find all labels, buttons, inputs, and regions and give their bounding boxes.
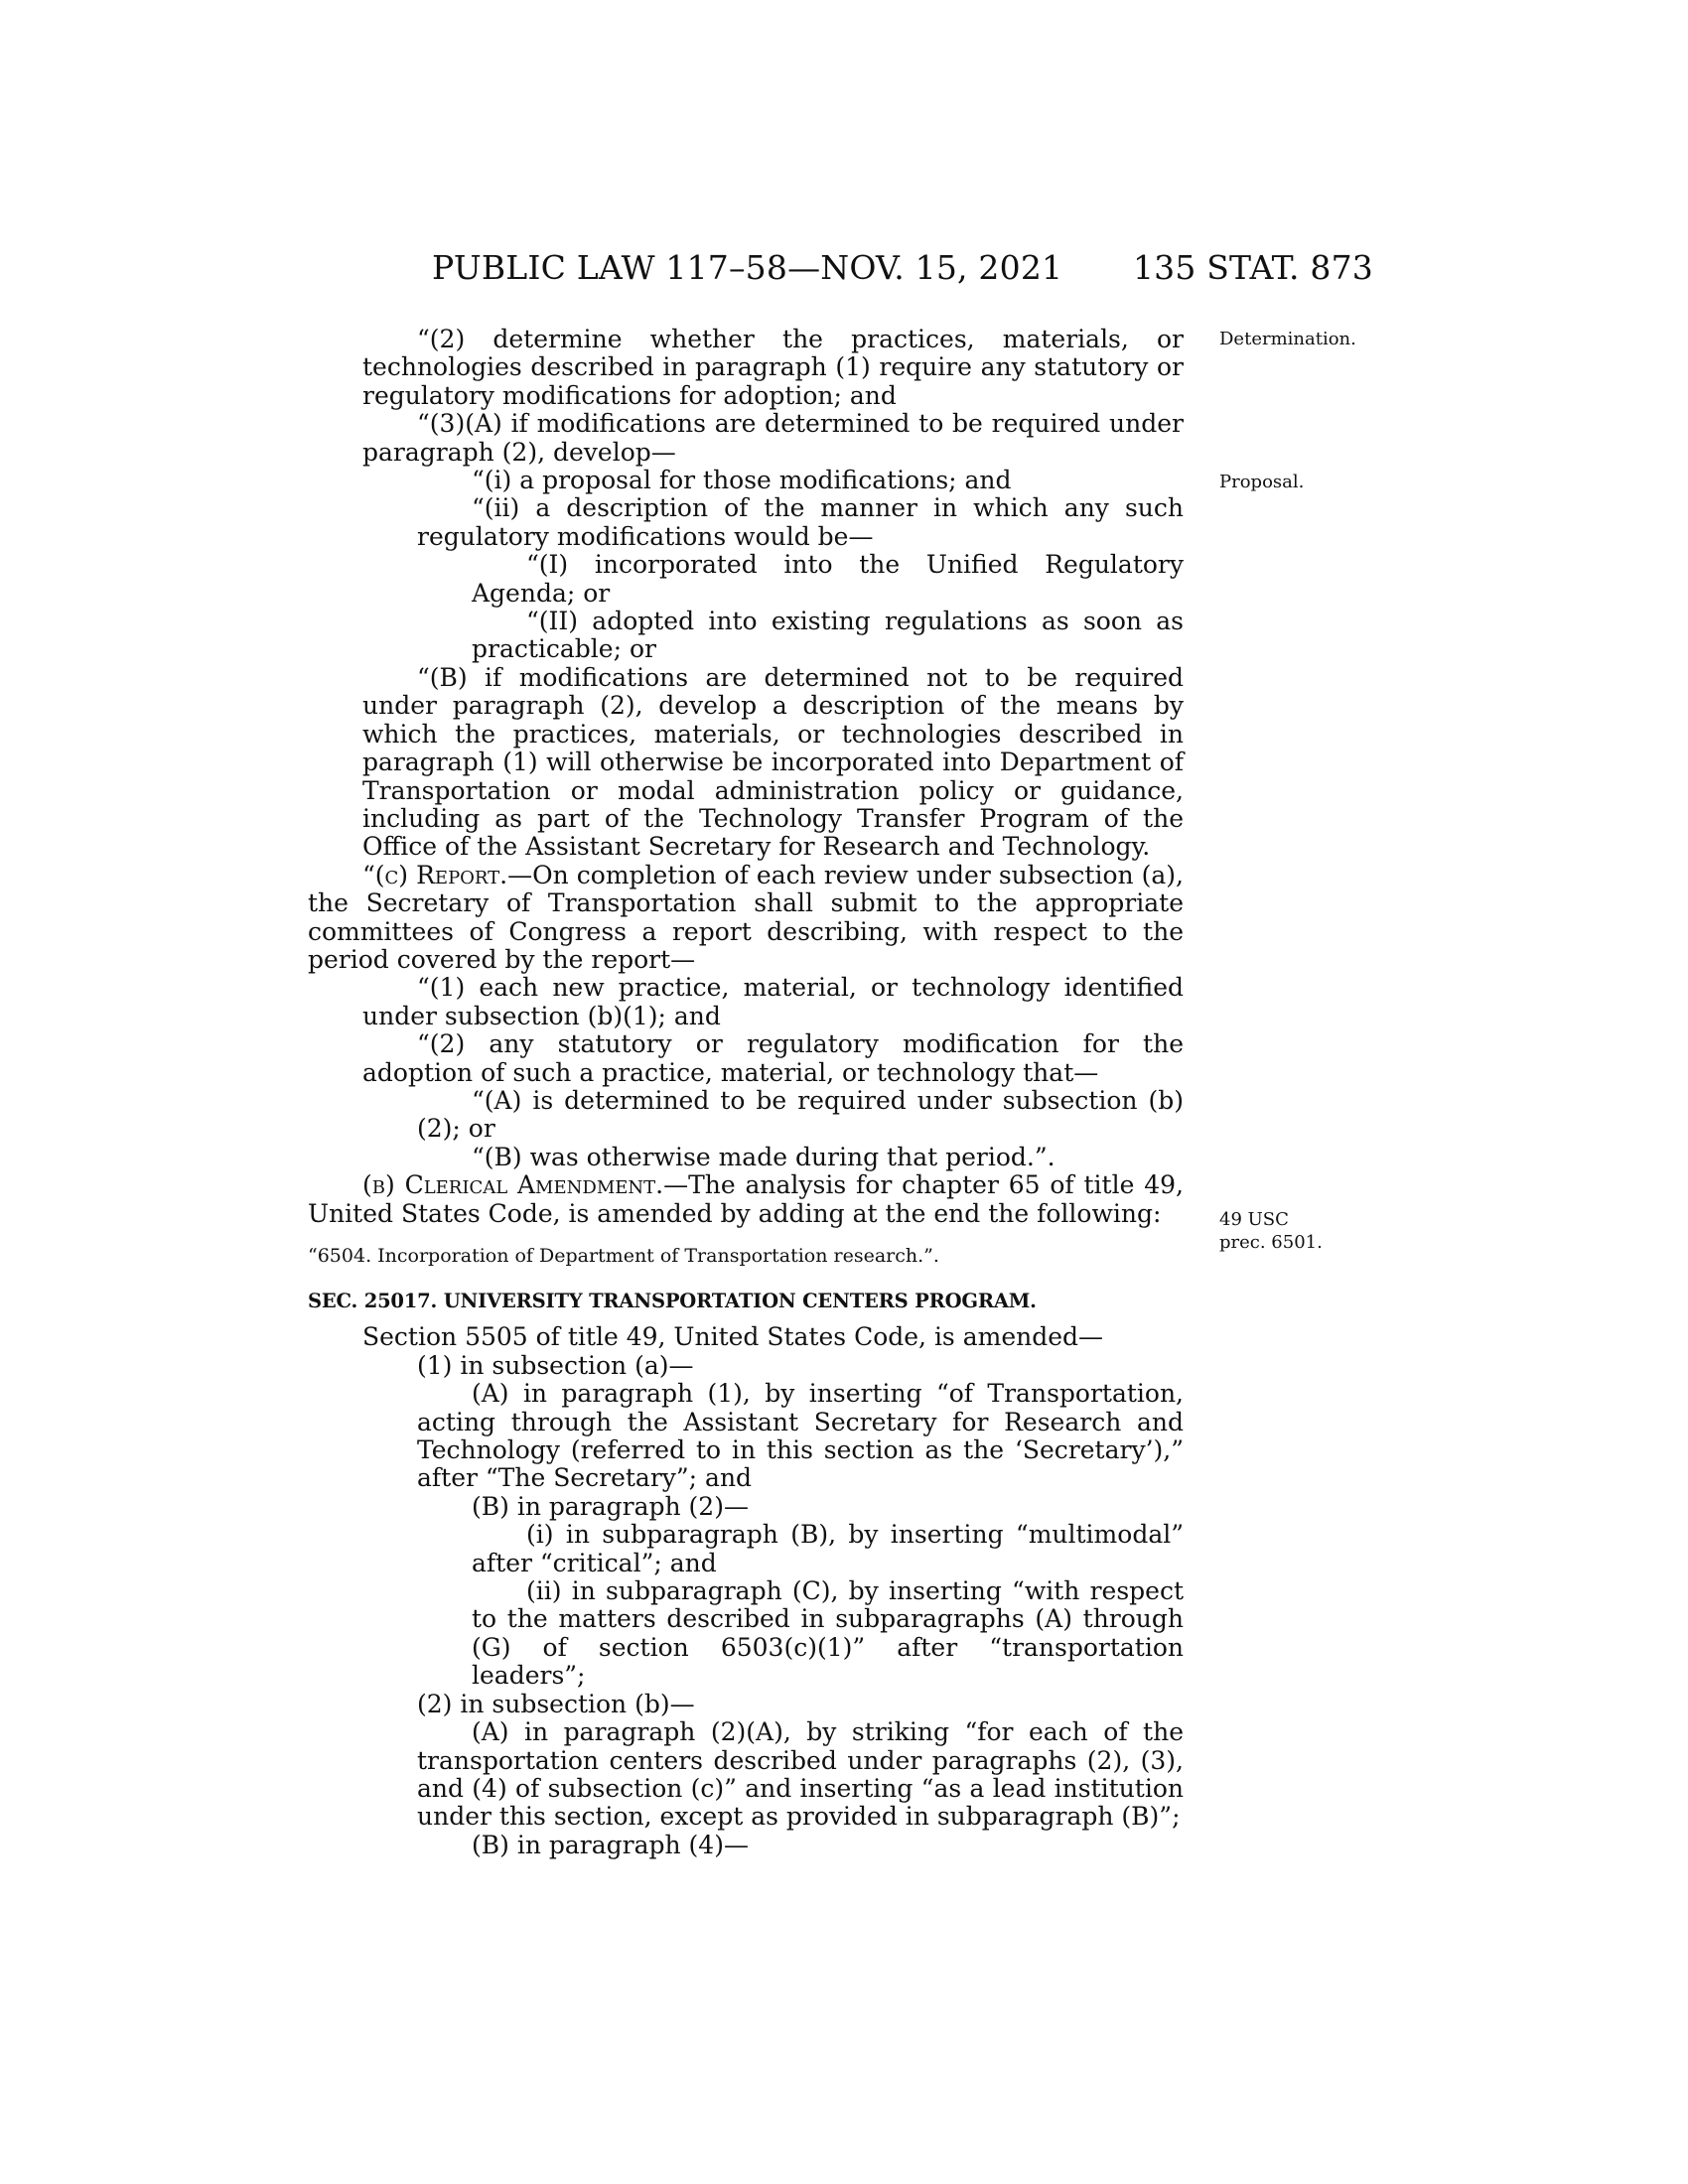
amendment-1a: (A) in paragraph (1), by inserting “of Transportation, acting through the Assistant Secretary for Research and Technology (referred to in this section as the ‘Secretary’),” after “The Secretary”; and (417, 1379, 1184, 1493)
clause-b3a-i: “(i) a proposal for those modifications; and (472, 466, 1012, 495)
amendment-2: (2) in subsection (b)— (417, 1689, 695, 1718)
paragraph-b2: “(2) determine whether the practices, materials, or technologies described in paragraph (1) require any statutory or regulatory modifications for adoption; and (362, 325, 1184, 410)
subparagraph-c2a: “(A) is determined to be required under subsection (b)(2); or (417, 1085, 1184, 1144)
amendment-1b: (B) in paragraph (2)— (472, 1491, 749, 1521)
margin-note-usc-line2: prec. 6501. (1219, 1232, 1323, 1253)
clerical-amendment-heading: (b) Clerical Amendment. (362, 1170, 664, 1200)
clause-b3a-ii: “(ii) a description of the manner in which any such regulatory modifications would be— (417, 493, 1184, 551)
running-header-title: PUBLIC LAW 117–58—NOV. 15, 2021 (432, 248, 1063, 287)
clerical-amendment-text: —The analysis for chapter 65 of title 49, United States Code, is amended by adding at the end the following: (308, 1170, 1184, 1228)
amendment-2a: (A) in paragraph (2)(A), by striking “for each of the transportation centers described under paragraphs (2), (3), and (4) of subsection (c)” and inserting “as a lead institution under this section, except as provided in subparagraph (B)”; (417, 1717, 1184, 1832)
page-number: 135 STAT. 873 (1132, 248, 1373, 287)
subclause-b3a-ii-I: “(I) incorporated into the Unified Regulatory Agenda; or (472, 550, 1184, 608)
paragraph-b3a: “(3)(A) if modifications are determined to be required under paragraph (2), develop— (362, 409, 1184, 467)
section-intro: Section 5505 of title 49, United States Code, is amended— (362, 1322, 1104, 1352)
margin-note-usc-line1: 49 USC (1219, 1209, 1289, 1230)
amendment-1b-i: (i) in subparagraph (B), by inserting “multimodal” after “critical”; and (472, 1520, 1184, 1577)
paragraph-c2: “(2) any statutory or regulatory modification for the adoption of such a practice, material, or technology that— (362, 1029, 1184, 1087)
section-heading: SEC. 25017. UNIVERSITY TRANSPORTATION CENTERS PROGRAM. (308, 1290, 1037, 1312)
amendment-2b: (B) in paragraph (4)— (472, 1830, 749, 1859)
table-of-contents-item: “6504. Incorporation of Department of Transportation research.”. (308, 1245, 939, 1267)
paragraph-c1: “(1) each new practice, material, or technology identified under subsection (b)(1); and (362, 973, 1184, 1030)
subsection-c-heading: “(c) Report. (362, 860, 508, 889)
subsection-c (308, 862, 1184, 975)
margin-note-determination: Determination. (1219, 329, 1356, 349)
amendment-1: (1) in subsection (a)— (417, 1350, 694, 1380)
margin-note-proposal: Proposal. (1219, 472, 1305, 492)
paragraph-b3b: “(B) if modifications are determined not to be required under paragraph (2), develop a description of the means by which the practices, materials, or technologies described in paragraph (1) will otherwise be incorporated into Department of Transportation or modal administration policy or guidance, including as part of the Technology Transfer Program of the Office of the Assistant Secretary for Research and Technology. (362, 662, 1184, 862)
subsection-c-text: —On completion of each review under subsection (a), the Secretary of Transportation shall submit to the appropriate committees of Congress a report describing, with respect to the period covered by the report— (308, 860, 1184, 974)
margin-note-usc (1219, 1208, 1323, 1254)
clerical-amendment (308, 1171, 1184, 1228)
document-body (308, 326, 1184, 1859)
subparagraph-c2b: “(B) was otherwise made during that period.”. (472, 1142, 1055, 1171)
amendment-1b-ii: (ii) in subparagraph (C), by inserting “with respect to the matters described in subparagraphs (A) through (G) of section 6503(c)(1)” after “transportation leaders”; (472, 1576, 1184, 1691)
subclause-b3a-ii-II: “(II) adopted into existing regulations as soon as practicable; or (472, 607, 1184, 664)
